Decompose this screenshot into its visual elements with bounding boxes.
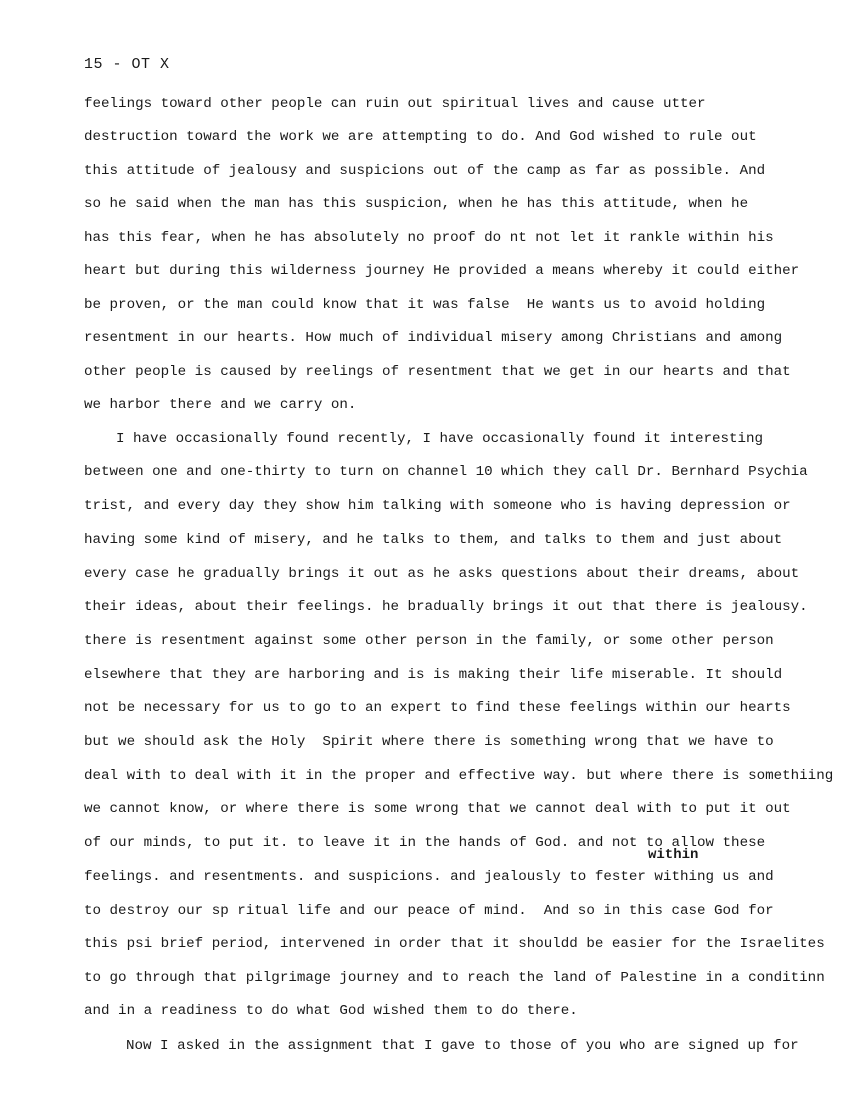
page-header: 15 - OT X [84, 56, 170, 73]
text-line: destruction toward the work we are attempting to do. And God wished to rule out [84, 129, 757, 145]
text-line: their ideas, about their feelings. he bradually brings it out that there is jealousy. [84, 599, 808, 615]
text-line: deal with to deal with it in the proper and effective way. but where there is somethiing [84, 768, 834, 784]
text-line: other people is caused by reelings of resentment that we get in our hearts and that [84, 364, 791, 380]
text-line: this psi brief period, intervened in order that it shouldd be easier for the Israelites [84, 936, 825, 952]
text-line: resentment in our hearts. How much of individual misery among Christians and among [84, 330, 783, 346]
text-line: trist, and every day they show him talking with someone who is having depression or [84, 498, 791, 514]
text-line: to go through that pilgrimage journey and to reach the land of Palestine in a conditinn [84, 970, 825, 986]
text-line: feelings toward other people can ruin out spiritual lives and cause utter [84, 96, 706, 112]
text-line: there is resentment against some other person in the family, or some other person [84, 633, 774, 649]
handwritten-insertion: within [648, 847, 699, 863]
text-line: Now I asked in the assignment that I gave to those of you who are signed up for [126, 1038, 799, 1054]
text-line: heart but during this wilderness journey He provided a means whereby it could either [84, 263, 800, 279]
text-line: and in a readiness to do what God wished them to do there. [84, 1003, 578, 1019]
text-line: to destroy our sp ritual life and our peace of mind. And so in this case God for [84, 903, 774, 919]
text-line: between one and one-thirty to turn on channel 10 which they call Dr. Bernhard Psychia [84, 464, 808, 480]
text-line: I have occasionally found recently, I have occasionally found it interesting [116, 431, 764, 447]
text-line: elsewhere that they are harboring and is is making their life miserable. It should [84, 667, 783, 683]
text-line: we harbor there and we carry on. [84, 397, 357, 413]
text-line: be proven, or the man could know that it was false He wants us to avoid holding [84, 297, 766, 313]
text-line: not be necessary for us to go to an expert to find these feelings within our hearts [84, 700, 791, 716]
text-line: but we should ask the Holy Spirit where there is something wrong that we have to [84, 734, 774, 750]
text-line: having some kind of misery, and he talks to them, and talks to them and just about [84, 532, 783, 548]
text-line: has this fear, when he has absolutely no proof do nt not let it rankle within his [84, 230, 774, 246]
text-line: every case he gradually brings it out as he asks questions about their dreams, about [84, 566, 800, 582]
text-line: we cannot know, or where there is some wrong that we cannot deal with to put it out [84, 801, 791, 817]
text-line: of our minds, to put it. to leave it in the hands of God. and not to allow these [84, 835, 766, 851]
text-line: feelings. and resentments. and suspicions. and jealously to fester withing us and [84, 869, 774, 885]
text-line: this attitude of jealousy and suspicions out of the camp as far as possible. And [84, 163, 766, 179]
text-line: so he said when the man has this suspicion, when he has this attitude, when he [84, 196, 749, 212]
